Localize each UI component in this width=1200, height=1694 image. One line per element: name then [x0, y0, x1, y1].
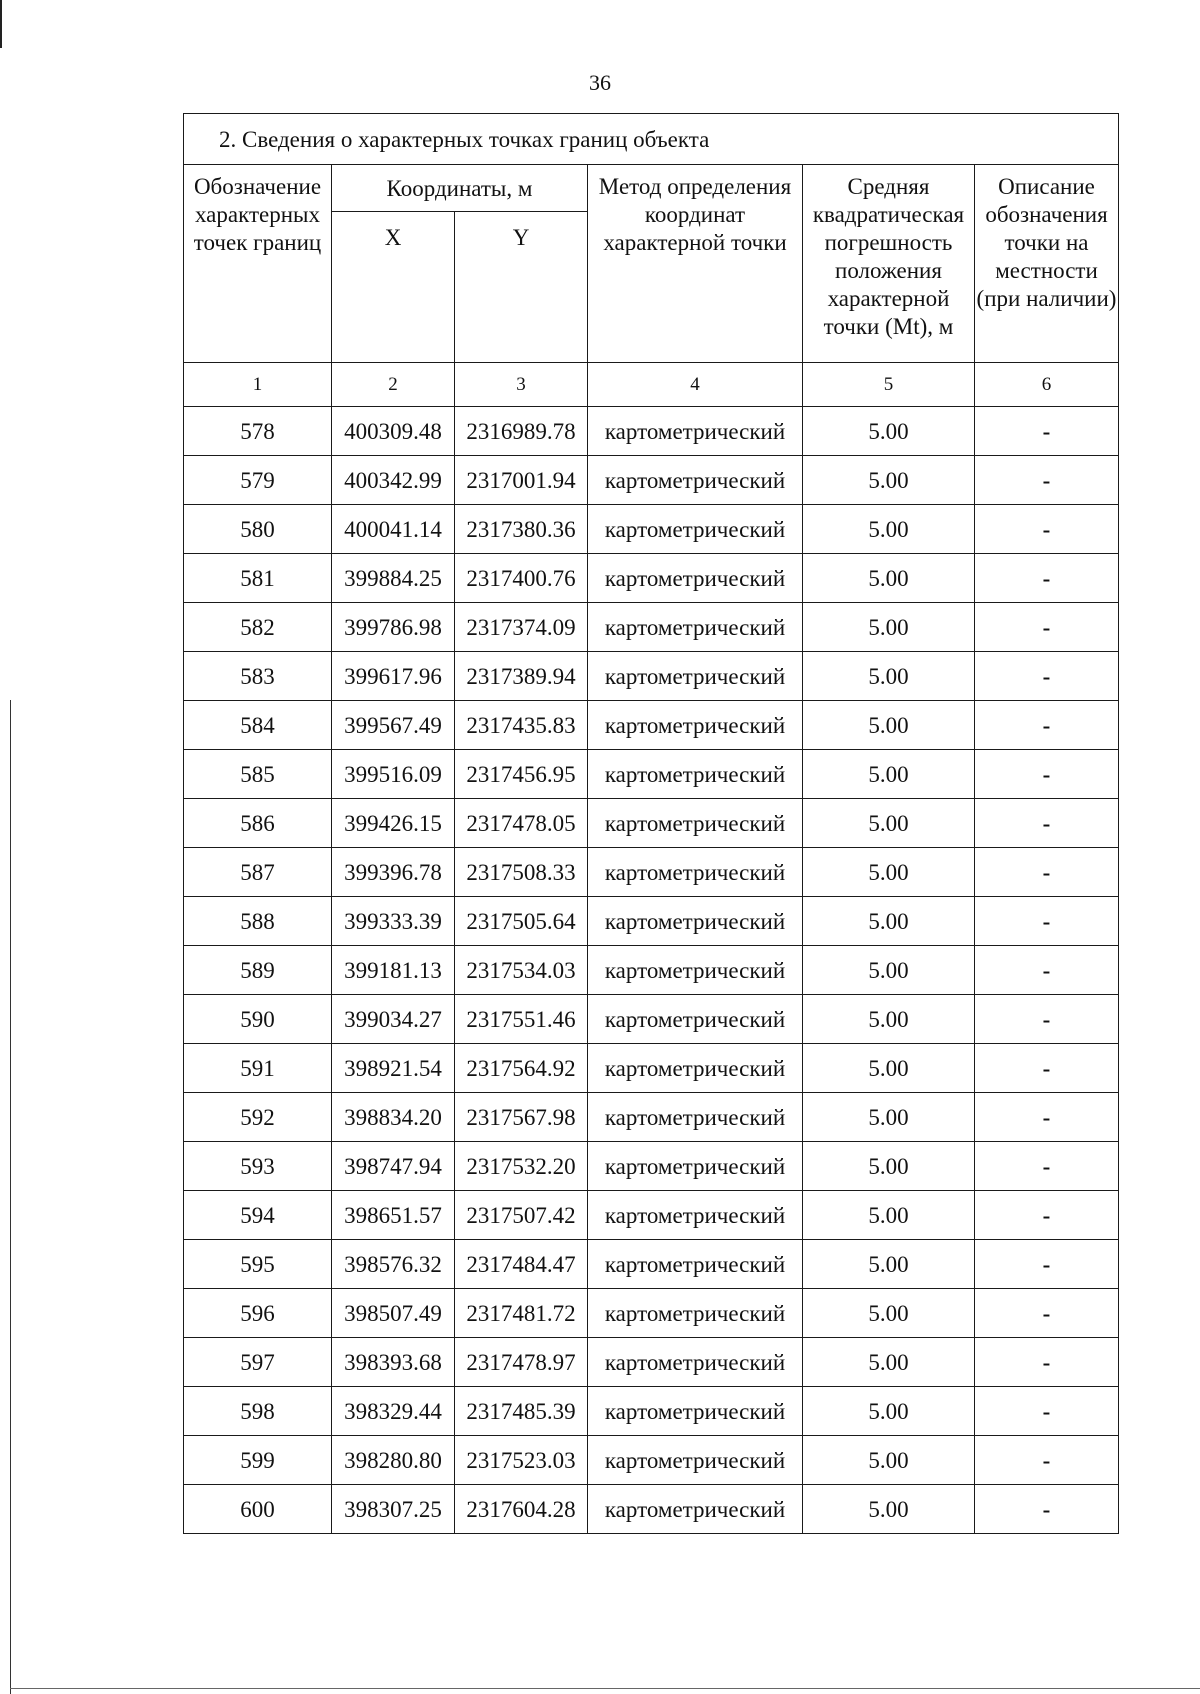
column-number: 1 — [184, 363, 332, 407]
method-cell: картометрический — [588, 946, 803, 995]
column-number: 5 — [803, 363, 975, 407]
scan-edge-mark — [10, 1688, 1200, 1689]
method-cell: картометрический — [588, 1289, 803, 1338]
description-cell: - — [975, 505, 1119, 554]
method-cell: картометрический — [588, 603, 803, 652]
boundary-points-table — [183, 113, 1119, 1534]
point-id-cell: 597 — [184, 1338, 332, 1387]
description-cell: - — [975, 456, 1119, 505]
description-cell: - — [975, 1240, 1119, 1289]
table-row — [184, 946, 1119, 995]
coord-y-cell: 2317523.03 — [455, 1436, 588, 1485]
coord-x-cell: 399333.39 — [332, 897, 455, 946]
coord-y-cell: 2317478.97 — [455, 1338, 588, 1387]
method-cell: картометрический — [588, 407, 803, 456]
description-cell: - — [975, 701, 1119, 750]
table-row — [184, 505, 1119, 554]
coord-x-cell: 399786.98 — [332, 603, 455, 652]
coord-y-cell: 2317604.28 — [455, 1485, 588, 1534]
coord-y-cell: 2317532.20 — [455, 1142, 588, 1191]
table-row — [184, 554, 1119, 603]
description-cell: - — [975, 603, 1119, 652]
description-cell: - — [975, 407, 1119, 456]
coord-y-cell: 2317485.39 — [455, 1387, 588, 1436]
point-id-cell: 586 — [184, 799, 332, 848]
coord-y-cell: 2317505.64 — [455, 897, 588, 946]
error-cell: 5.00 — [803, 603, 975, 652]
point-id-cell: 598 — [184, 1387, 332, 1436]
table-row — [184, 701, 1119, 750]
coord-y-cell: 2317507.42 — [455, 1191, 588, 1240]
column-number: 3 — [455, 363, 588, 407]
error-cell: 5.00 — [803, 1289, 975, 1338]
table-row — [184, 995, 1119, 1044]
error-cell: 5.00 — [803, 1338, 975, 1387]
table-row — [184, 1387, 1119, 1436]
error-cell: 5.00 — [803, 750, 975, 799]
coord-x-cell: 398280.80 — [332, 1436, 455, 1485]
point-id-cell: 596 — [184, 1289, 332, 1338]
point-id-cell: 585 — [184, 750, 332, 799]
method-cell: картометрический — [588, 554, 803, 603]
method-cell: картометрический — [588, 1387, 803, 1436]
method-cell: картометрический — [588, 652, 803, 701]
coord-y-cell: 2317001.94 — [455, 456, 588, 505]
error-cell: 5.00 — [803, 505, 975, 554]
table-row — [184, 897, 1119, 946]
table-row — [184, 1142, 1119, 1191]
point-id-cell: 591 — [184, 1044, 332, 1093]
column-numbers-row — [184, 363, 1119, 407]
coord-y-cell: 2317456.95 — [455, 750, 588, 799]
header-method: Метод определения координат характерной точки — [588, 165, 803, 363]
method-cell: картометрический — [588, 456, 803, 505]
table-row — [184, 1240, 1119, 1289]
coord-y-cell: 2317564.92 — [455, 1044, 588, 1093]
table-row — [184, 652, 1119, 701]
point-id-cell: 582 — [184, 603, 332, 652]
description-cell: - — [975, 897, 1119, 946]
description-cell: - — [975, 1289, 1119, 1338]
coord-y-cell: 2317400.76 — [455, 554, 588, 603]
coord-x-cell: 399396.78 — [332, 848, 455, 897]
coord-y-cell: 2317508.33 — [455, 848, 588, 897]
header-designation: Обозначение характерных точек границ — [184, 165, 332, 363]
point-id-cell: 593 — [184, 1142, 332, 1191]
table-row — [184, 1436, 1119, 1485]
table-caption: 2. Сведения о характерных точках границ объекта — [184, 114, 1119, 165]
coord-y-cell: 2316989.78 — [455, 407, 588, 456]
description-cell: - — [975, 848, 1119, 897]
coord-x-cell: 398651.57 — [332, 1191, 455, 1240]
error-cell: 5.00 — [803, 554, 975, 603]
point-id-cell: 594 — [184, 1191, 332, 1240]
description-cell: - — [975, 1142, 1119, 1191]
point-id-cell: 590 — [184, 995, 332, 1044]
coord-y-cell: 2317380.36 — [455, 505, 588, 554]
coord-x-cell: 398576.32 — [332, 1240, 455, 1289]
error-cell: 5.00 — [803, 407, 975, 456]
table-row — [184, 799, 1119, 848]
point-id-cell: 587 — [184, 848, 332, 897]
header-error: Средняя квадратическая погрешность положения характерной точки (Mt), м — [803, 165, 975, 363]
point-id-cell: 584 — [184, 701, 332, 750]
coord-x-cell: 398329.44 — [332, 1387, 455, 1436]
method-cell: картометрический — [588, 995, 803, 1044]
column-number: 6 — [975, 363, 1119, 407]
error-cell: 5.00 — [803, 1485, 975, 1534]
method-cell: картометрический — [588, 1240, 803, 1289]
header-x: X — [332, 212, 455, 363]
page-number: 36 — [589, 70, 611, 95]
description-cell: - — [975, 1044, 1119, 1093]
method-cell: картометрический — [588, 1191, 803, 1240]
coord-x-cell: 398393.68 — [332, 1338, 455, 1387]
error-cell: 5.00 — [803, 848, 975, 897]
column-number: 4 — [588, 363, 803, 407]
error-cell: 5.00 — [803, 1387, 975, 1436]
point-id-cell: 581 — [184, 554, 332, 603]
coord-x-cell: 398507.49 — [332, 1289, 455, 1338]
point-id-cell: 589 — [184, 946, 332, 995]
coord-x-cell: 399567.49 — [332, 701, 455, 750]
coord-x-cell: 398307.25 — [332, 1485, 455, 1534]
point-id-cell: 599 — [184, 1436, 332, 1485]
description-cell: - — [975, 995, 1119, 1044]
error-cell: 5.00 — [803, 799, 975, 848]
table-row — [184, 603, 1119, 652]
table-row — [184, 407, 1119, 456]
coord-y-cell: 2317374.09 — [455, 603, 588, 652]
coord-x-cell: 399034.27 — [332, 995, 455, 1044]
coord-y-cell: 2317567.98 — [455, 1093, 588, 1142]
description-cell: - — [975, 1093, 1119, 1142]
coord-x-cell: 399426.15 — [332, 799, 455, 848]
coord-x-cell: 400041.14 — [332, 505, 455, 554]
point-id-cell: 588 — [184, 897, 332, 946]
error-cell: 5.00 — [803, 1240, 975, 1289]
point-id-cell: 600 — [184, 1485, 332, 1534]
point-id-cell: 580 — [184, 505, 332, 554]
table-row — [184, 750, 1119, 799]
coord-y-cell: 2317551.46 — [455, 995, 588, 1044]
method-cell: картометрический — [588, 1338, 803, 1387]
method-cell: картометрический — [588, 1485, 803, 1534]
coord-y-cell: 2317478.05 — [455, 799, 588, 848]
coord-y-cell: 2317435.83 — [455, 701, 588, 750]
point-id-cell: 578 — [184, 407, 332, 456]
method-cell: картометрический — [588, 1044, 803, 1093]
table-row — [184, 1485, 1119, 1534]
method-cell: картометрический — [588, 701, 803, 750]
error-cell: 5.00 — [803, 652, 975, 701]
error-cell: 5.00 — [803, 897, 975, 946]
point-id-cell: 595 — [184, 1240, 332, 1289]
coord-x-cell: 398834.20 — [332, 1093, 455, 1142]
table-row — [184, 1093, 1119, 1142]
table-row — [184, 1044, 1119, 1093]
point-id-cell: 592 — [184, 1093, 332, 1142]
coord-x-cell: 399617.96 — [332, 652, 455, 701]
table-row — [184, 848, 1119, 897]
column-number: 2 — [332, 363, 455, 407]
description-cell: - — [975, 946, 1119, 995]
description-cell: - — [975, 1485, 1119, 1534]
point-id-cell: 579 — [184, 456, 332, 505]
coord-y-cell: 2317389.94 — [455, 652, 588, 701]
description-cell: - — [975, 652, 1119, 701]
description-cell: - — [975, 554, 1119, 603]
description-cell: - — [975, 1436, 1119, 1485]
method-cell: картометрический — [588, 750, 803, 799]
table-row — [184, 1191, 1119, 1240]
error-cell: 5.00 — [803, 1093, 975, 1142]
scan-edge-mark — [10, 700, 11, 1694]
table-row — [184, 456, 1119, 505]
method-cell: картометрический — [588, 1142, 803, 1191]
error-cell: 5.00 — [803, 456, 975, 505]
header-description: Описание обозначения точки на местности (при наличии) — [975, 165, 1119, 363]
method-cell: картометрический — [588, 848, 803, 897]
coord-y-cell: 2317534.03 — [455, 946, 588, 995]
description-cell: - — [975, 1191, 1119, 1240]
coord-x-cell: 399516.09 — [332, 750, 455, 799]
method-cell: картометрический — [588, 505, 803, 554]
coord-y-cell: 2317481.72 — [455, 1289, 588, 1338]
method-cell: картометрический — [588, 1436, 803, 1485]
coord-x-cell: 399884.25 — [332, 554, 455, 603]
coord-y-cell: 2317484.47 — [455, 1240, 588, 1289]
table-row — [184, 1289, 1119, 1338]
coord-x-cell: 398921.54 — [332, 1044, 455, 1093]
method-cell: картометрический — [588, 897, 803, 946]
coord-x-cell: 399181.13 — [332, 946, 455, 995]
point-id-cell: 583 — [184, 652, 332, 701]
error-cell: 5.00 — [803, 1142, 975, 1191]
error-cell: 5.00 — [803, 1436, 975, 1485]
header-y: Y — [455, 212, 588, 363]
coord-x-cell: 400342.99 — [332, 456, 455, 505]
scan-edge-mark — [0, 0, 2, 48]
error-cell: 5.00 — [803, 1044, 975, 1093]
method-cell: картометрический — [588, 799, 803, 848]
description-cell: - — [975, 1338, 1119, 1387]
header-coordinates: Координаты, м — [332, 165, 588, 212]
error-cell: 5.00 — [803, 1191, 975, 1240]
error-cell: 5.00 — [803, 701, 975, 750]
description-cell: - — [975, 799, 1119, 848]
method-cell: картометрический — [588, 1093, 803, 1142]
coord-x-cell: 398747.94 — [332, 1142, 455, 1191]
coord-x-cell: 400309.48 — [332, 407, 455, 456]
table-row — [184, 1338, 1119, 1387]
error-cell: 5.00 — [803, 946, 975, 995]
description-cell: - — [975, 1387, 1119, 1436]
error-cell: 5.00 — [803, 995, 975, 1044]
description-cell: - — [975, 750, 1119, 799]
